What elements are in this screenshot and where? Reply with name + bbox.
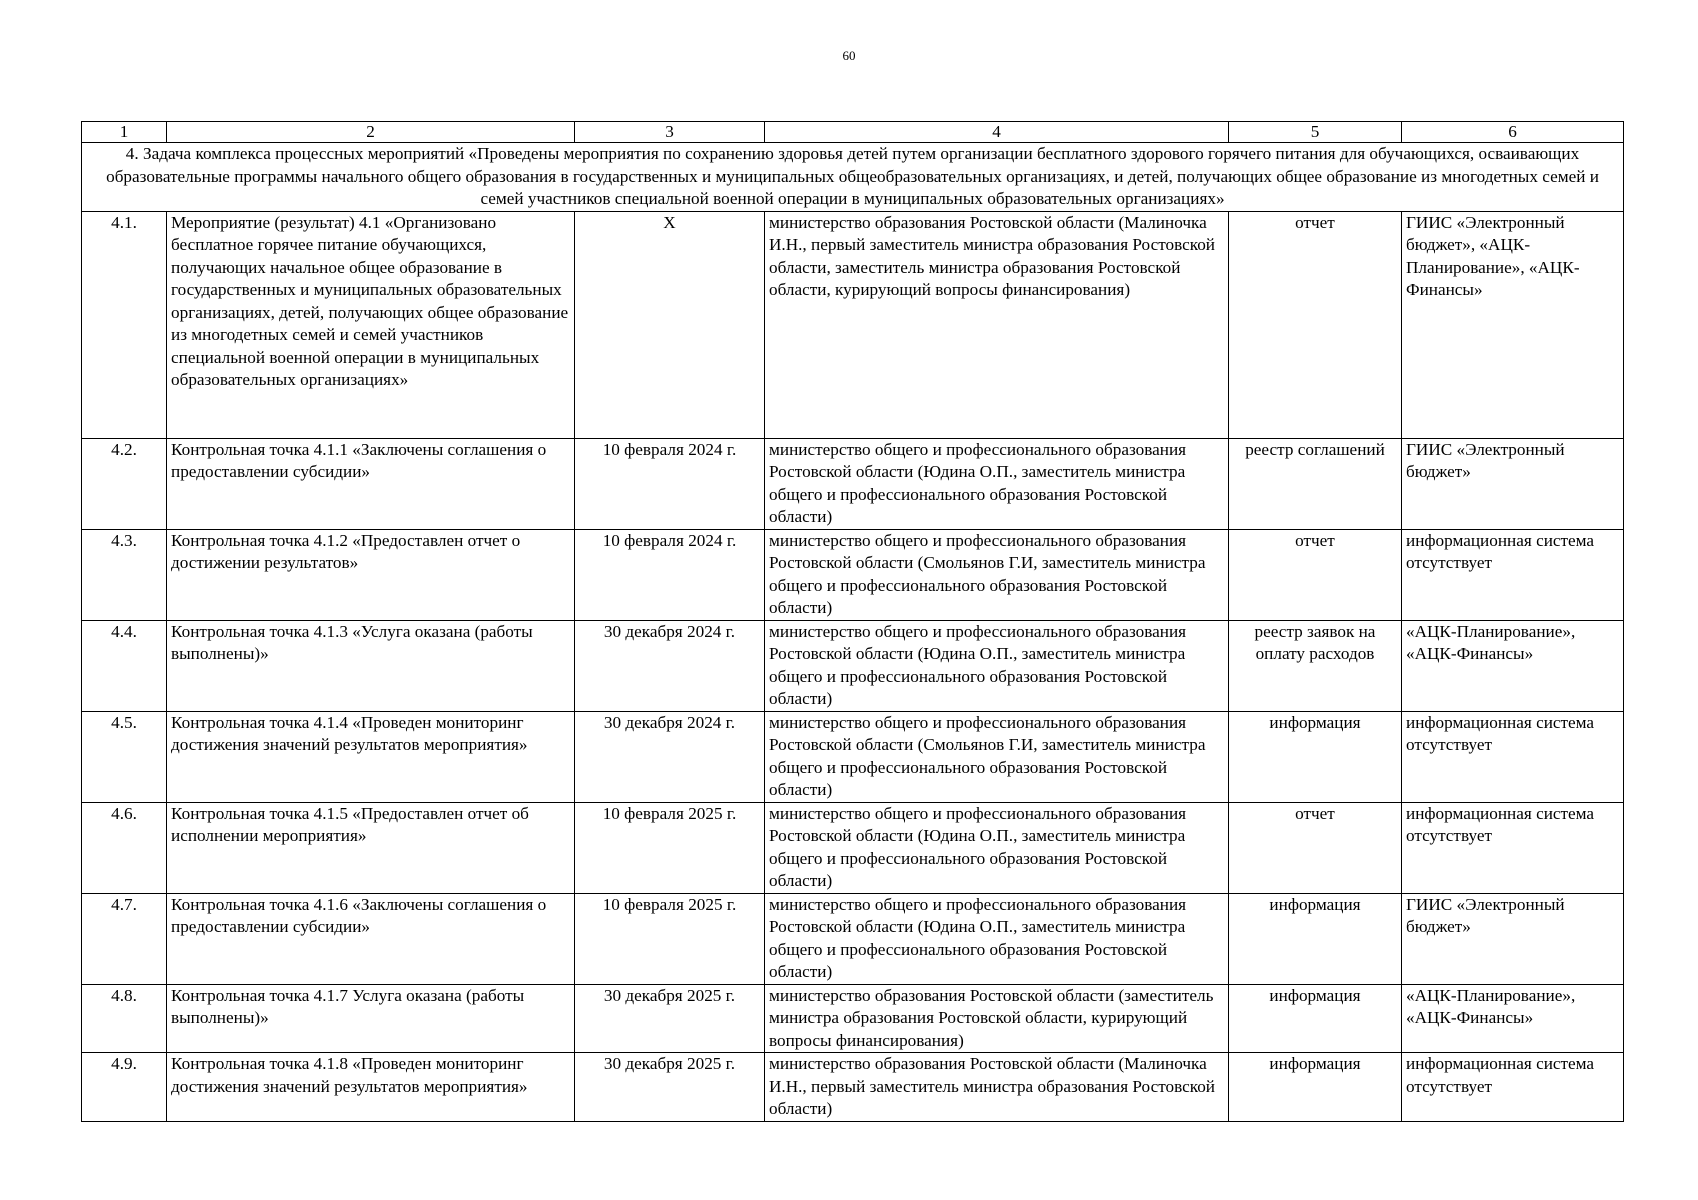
deadline: 30 декабря 2024 г. — [575, 711, 765, 802]
activity-name: Контрольная точка 4.1.3 «Услуга оказана (работы выполнены)» — [167, 620, 575, 711]
row-number: 4.6. — [82, 802, 167, 893]
activity-name: Контрольная точка 4.1.1 «Заключены соглашения о предоставлении субсидии» — [167, 438, 575, 529]
column-number: 6 — [1402, 122, 1624, 143]
table-row — [82, 893, 1624, 984]
column-number: 3 — [575, 122, 765, 143]
table-row — [82, 529, 1624, 620]
activity-name: Контрольная точка 4.1.7 Услуга оказана (работы выполнены)» — [167, 984, 575, 1053]
row-number: 4.1. — [82, 211, 167, 438]
responsible: министерство образования Ростовской области (заместитель министра образования Ростовской области, курирующий вопросы финансирования) — [765, 984, 1229, 1053]
row-number: 4.9. — [82, 1053, 167, 1122]
responsible: министерство образования Ростовской области (Малиночка И.Н., первый заместитель министра образования Ростовской области) — [765, 1053, 1229, 1122]
responsible: министерство общего и профессионального образования Ростовской области (Юдина О.П., заместитель министра общего и профессионального образования Ростовской области) — [765, 893, 1229, 984]
information-system: информационная система отсутствует — [1402, 802, 1624, 893]
deadline: 10 февраля 2024 г. — [575, 438, 765, 529]
deadline: 10 февраля 2025 г. — [575, 893, 765, 984]
responsible: министерство общего и профессионального образования Ростовской области (Смольянов Г.И, заместитель министра общего и профессионального образования Ростовской области) — [765, 529, 1229, 620]
row-number: 4.2. — [82, 438, 167, 529]
document-type: информация — [1229, 1053, 1402, 1122]
table-row — [82, 802, 1624, 893]
document-type: отчет — [1229, 211, 1402, 438]
table-row — [82, 438, 1624, 529]
responsible: министерство общего и профессионального образования Ростовской области (Юдина О.П., заместитель министра общего и профессионального образования Ростовской области) — [765, 620, 1229, 711]
activity-name: Мероприятие (результат) 4.1 «Организовано бесплатное горячее питание обучающихся, получающих начальное общее образование в государственных и муниципальных образовательных организациях, детей, получающих общее образование из многодетных семей и семей участников специальной военной операции в муниципальных образовательных организациях» — [167, 211, 575, 438]
deadline: 30 декабря 2025 г. — [575, 1053, 765, 1122]
deadline: 10 февраля 2024 г. — [575, 529, 765, 620]
responsible: министерство образования Ростовской области (Малиночка И.Н., первый заместитель министра образования Ростовской области, заместитель министра образования Ростовской области, курирующий вопросы финансирования) — [765, 211, 1229, 438]
activities-table — [81, 121, 1624, 1122]
document-type: информация — [1229, 893, 1402, 984]
responsible: министерство общего и профессионального образования Ростовской области (Смольянов Г.И, заместитель министра общего и профессионального образования Ростовской области) — [765, 711, 1229, 802]
row-number: 4.4. — [82, 620, 167, 711]
document-type: информация — [1229, 984, 1402, 1053]
column-number-row — [82, 122, 1624, 143]
information-system: «АЦК-Планирование», «АЦК-Финансы» — [1402, 984, 1624, 1053]
information-system: информационная система отсутствует — [1402, 529, 1624, 620]
table-row — [82, 620, 1624, 711]
table-row — [82, 1053, 1624, 1122]
column-number: 5 — [1229, 122, 1402, 143]
row-number: 4.8. — [82, 984, 167, 1053]
information-system: ГИИС «Электронный бюджет», «АЦК-Планирование», «АЦК-Финансы» — [1402, 211, 1624, 438]
deadline: X — [575, 211, 765, 438]
table-row — [82, 211, 1624, 438]
table-row — [82, 711, 1624, 802]
column-number: 2 — [167, 122, 575, 143]
row-number: 4.5. — [82, 711, 167, 802]
activity-name: Контрольная точка 4.1.4 «Проведен мониторинг достижения значений результатов мероприятия» — [167, 711, 575, 802]
row-number: 4.7. — [82, 893, 167, 984]
row-number: 4.3. — [82, 529, 167, 620]
table-row — [82, 984, 1624, 1053]
document-type: отчет — [1229, 529, 1402, 620]
activity-name: Контрольная точка 4.1.8 «Проведен мониторинг достижения значений результатов мероприятия» — [167, 1053, 575, 1122]
document-type: реестр заявок на оплату расходов — [1229, 620, 1402, 711]
information-system: ГИИС «Электронный бюджет» — [1402, 438, 1624, 529]
deadline: 10 февраля 2025 г. — [575, 802, 765, 893]
activity-name: Контрольная точка 4.1.5 «Предоставлен отчет об исполнении мероприятия» — [167, 802, 575, 893]
responsible: министерство общего и профессионального образования Ростовской области (Юдина О.П., заместитель министра общего и профессионального образования Ростовской области) — [765, 802, 1229, 893]
information-system: информационная система отсутствует — [1402, 1053, 1624, 1122]
task-header-row — [82, 143, 1624, 212]
task-header: 4. Задача комплекса процессных мероприятий «Проведены мероприятия по сохранению здоровья детей путем организации бесплатного здорового горячего питания для обучающихся, осваивающих образовательные программы начального общего образования в государственных и муниципальных общеобразовательных организациях, и детей, получающих общее образование из многодетных семей и семей участников специальной военной операции в муниципальных образовательных организациях» — [82, 143, 1624, 212]
activity-name: Контрольная точка 4.1.6 «Заключены соглашения о предоставлении субсидии» — [167, 893, 575, 984]
deadline: 30 декабря 2024 г. — [575, 620, 765, 711]
document-type: отчет — [1229, 802, 1402, 893]
deadline: 30 декабря 2025 г. — [575, 984, 765, 1053]
document-type: информация — [1229, 711, 1402, 802]
column-number: 1 — [82, 122, 167, 143]
information-system: «АЦК-Планирование», «АЦК-Финансы» — [1402, 620, 1624, 711]
responsible: министерство общего и профессионального образования Ростовской области (Юдина О.П., заместитель министра общего и профессионального образования Ростовской области) — [765, 438, 1229, 529]
activity-name: Контрольная точка 4.1.2 «Предоставлен отчет о достижении результатов» — [167, 529, 575, 620]
document-type: реестр соглашений — [1229, 438, 1402, 529]
column-number: 4 — [765, 122, 1229, 143]
information-system: ГИИС «Электронный бюджет» — [1402, 893, 1624, 984]
page-number: 60 — [842, 48, 856, 63]
information-system: информационная система отсутствует — [1402, 711, 1624, 802]
